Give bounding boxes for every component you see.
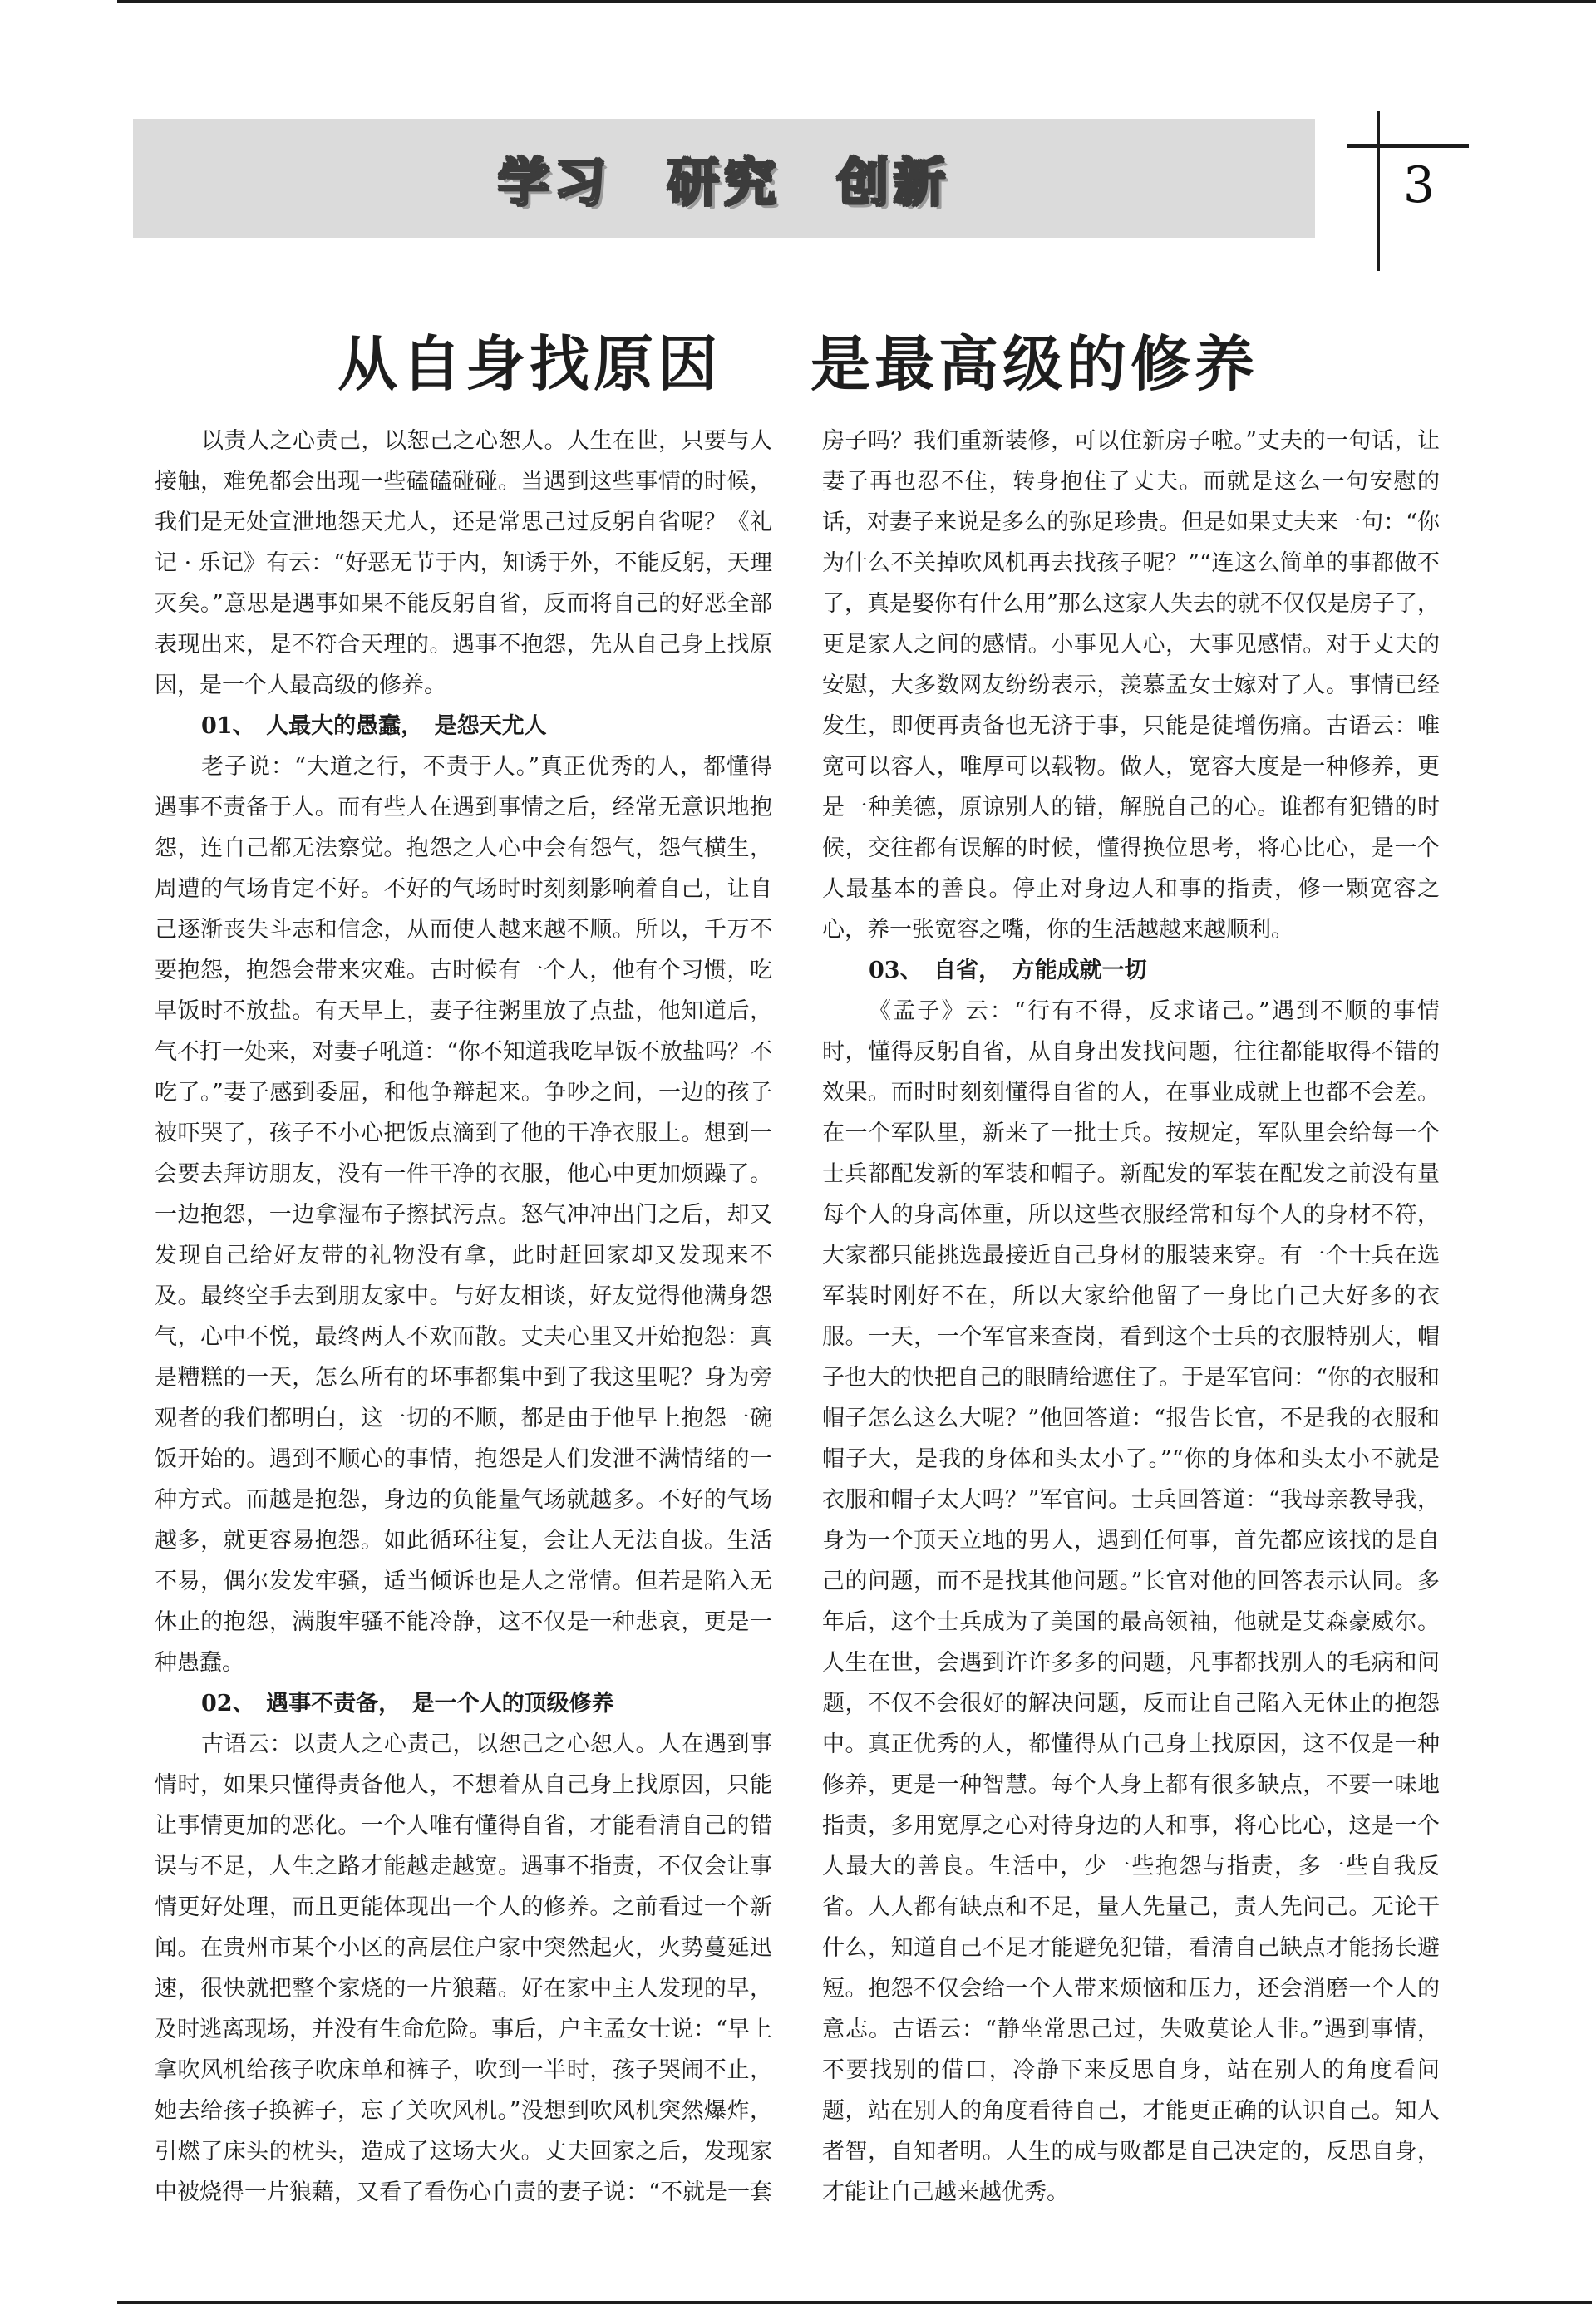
header-banner — [133, 119, 1315, 238]
paragraph-section-01: 老子说：“大道之行，不责于人。”真正优秀的人，都懂得遇事不责备于人。而有些人在遇到事情之后，经常无意识地抱怨，连自己都无法察觉。抱怨之人心中会有怨气，怨气横生，周遭的气场肯定不好。不好的气场时时刻刻影响着自己，让自己逐渐丧失斗志和信念，从而使人越来越不顺。所以，千万不要抱怨，抱怨会带来灾难。古时候有一个人，他有个习惯，吃早饭时不放盐。有天早上，妻子往粥里放了点盐，他知道后，气不打一处来，对妻子吼道：“你不知道我吃早饭不放盐吗？不吃了。”妻子感到委屈，和他争辩起来。争吵之间，一边的孩子被吓哭了，孩子不小心把饭点滴到了他的干净衣服上。想到一会要去拜访朋友，没有一件干净的衣服，他心中更加烦躁了。一边抱怨，一边拿湿布子擦拭污点。怒气冲冲出门之后，却又发现自己给好友带的礼物没有拿，此时赶回家却又发现来不及。最终空手去到朋友家中。与好友相谈，好友觉得他满身怨气，心中不悦，最终两人不欢而散。丈夫心里又开始抱怨：真是糟糕的一天，怎么所有的坏事都集中到了我这里呢？身为旁观者的我们都明白，这一切的不顺，都是由于他早上抱怨一碗饭开始的。遇到不顺心的事情，抱怨是人们发泄不满情绪的一种方式。而越是抱怨，身边的负能量气场就越多。不好的气场越多，就更容易抱怨。如此循环往复，会让人无法自拔。生活不易，偶尔发发牢骚，适当倾诉也是人之常情。但若是陷入无休止的抱怨，满腹牢骚不能冷静，这不仅是一种悲哀，更是一种愚蠢。 — [155, 754, 772, 1676]
bottom-rule — [117, 2301, 1592, 2304]
article-body — [155, 421, 1440, 2233]
paragraph-section-02: 古语云：以责人之心责己，以恕己之心恕人。人在遇到事情时，如果只懂得责备他人，不想着从自己身上找原因，只能让事情更加的恶化。一个人唯有懂得自省，才能看清自己的错误与不足，人生之路才能越走越宽。遇事不指责，不仅会让事情更好处理，而且更能体现出一个人的修养。之前看过一个新闻。在贵州市某个小区的高层住户家中突然起火，火势蔓延迅速，很快就把整个家烧的一片狼藉。好在家中主人发现的早，及时逃离现场，并没有生命危险。事后，户主孟女士说：“早上拿吹风机给孩子吹床单和裤子，吹到一半时，孩子哭闹不止，她去给孩子换裤子，忘了关吹风机。”没想到吹风机突然爆炸，引燃了床头的枕头，造成了这场大火。丈夫回家之后，发现家中被烧得一片狼藉，又看了看伤心自责的妻子说：“不就是一套房子吗？我们重新装修，可以住新房子啦。”丈夫的一句话，让妻子再也忍不住，转身抱住了丈夫。而就是这么一句安慰的话，对妻子来说是多么的弥足珍贵。但是如果丈夫来一句：“你为什么不关掉吹风机再去找孩子呢？”“连这么简单的事都做不了，真是娶你有什么用”那么这家人失去的就不仅仅是房子了，更是家人之间的感情。小事见人心，大事见感情。对于丈夫的安慰，大多数网友纷纷表示，羡慕孟女士嫁对了人。事情已经发生，即便再责备也无济于事，只能是徒增伤痛。古语云：唯宽可以容人，唯厚可以载物。做人，宽容大度是一种修养，更是一种美德，原谅别人的错，解脱自己的心。谁都有犯错的时候，交往都有误解的时候，懂得换位思考，将心比心，是一个人最基本的善良。停止对身边人和事的指责，修一颗宽容之心，养一张宽容之嘴，你的生活越越来越顺利。 — [155, 428, 1440, 2205]
paragraph-intro: 以责人之心责己，以恕己之心恕人。人生在世，只要与人接触，难免都会出现一些磕磕碰碰。当遇到这些事情的时候，我们是无处宣泄地怨天尤人，还是常思己过反躬自省呢？《礼记 · 乐记》有云：“好恶无节于内，知诱于外，不能反躬，天理灭矣。”意思是遇事如果不能反躬自省，反而将自己的好恶全部表现出来，是不符合天理的。遇事不抱怨，先从自己身上找原因，是一个人最高级的修养。 — [155, 428, 772, 698]
crop-mark-vertical — [1377, 111, 1380, 271]
banner-title: 学习 研究 创新 — [497, 152, 950, 213]
page-number: 3 — [1402, 156, 1436, 214]
section-heading-02: 02、 遇事不责备， 是一个人的顶级修养 — [201, 1691, 614, 1716]
crop-mark-horizontal — [1347, 144, 1469, 148]
section-heading-01: 01、 人最大的愚蠢， 是怨天尤人 — [201, 713, 547, 739]
paragraph-section-03: 《孟子》云：“行有不得，反求诸己。”遇到不顺的事情时，懂得反躬自省，从自身出发找问题，往往都能取得不错的效果。而时时刻刻懂得自省的人，在事业成就上也都不会差。在一个军队里，新来了一批士兵。按规定，军队里会给每一个士兵都配发新的军装和帽子。新配发的军装在配发之前没有量每个人的身高体重，所以这些衣服经常和每个人的身材不符，大家都只能挑选最接近自己身材的服装来穿。有一个士兵在选军装时刚好不在，所以大家给他留了一身比自己大好多的衣服。一天，一个军官来查岗，看到这个士兵的衣服特别大，帽子也大的快把自己的眼睛给遮住了。于是军官问：“你的衣服和帽子怎么这么大呢？”他回答道：“报告长官，不是我的衣服和帽子大，是我的身体和头太小了。”“你的身体和头太小不就是衣服和帽子太大吗？”军官问。士兵回答道：“我母亲教导我，身为一个顶天立地的男人，遇到任何事，首先都应该找的是自己的问题，而不是找其他问题。”长官对他的回答表示认同。多年后，这个士兵成为了美国的最高领袖，他就是艾森豪威尔。人生在世，会遇到许许多多的问题，凡事都找别人的毛病和问题，不仅不会很好的解决问题，反而让自己陷入无休止的抱怨中。真正优秀的人，都懂得从自己身上找原因，这不仅是一种修养，更是一种智慧。每个人身上都有很多缺点，不要一味地指责，多用宽厚之心对待身边的人和事，将心比心，这是一个人最大的善良。生活中，少一些抱怨与指责，多一些自我反省。人人都有缺点和不足，量人先量己，责人先问己。无论干什么，知道自己不足才能避免犯错，看清自己缺点才能扬长避短。抱怨不仅会给一个人带来烦恼和压力，还会消磨一个人的意志。古语云：“静坐常思己过，失败莫论人非。”遇到事情，不要找别的借口，冷静下来反思自身，站在别人的角度看问题，站在别人的角度看待自己，才能更正确的认识自己。知人者智，自知者明。人生的成与败都是自己决定的，反思自身，才能让自己越来越优秀。 — [822, 998, 1440, 2205]
article-title: 从自身找原因 是最高级的修养 — [337, 329, 1259, 399]
section-heading-03: 03、 自省， 方能成就一切 — [869, 958, 1147, 983]
top-rule — [117, 0, 1596, 3]
